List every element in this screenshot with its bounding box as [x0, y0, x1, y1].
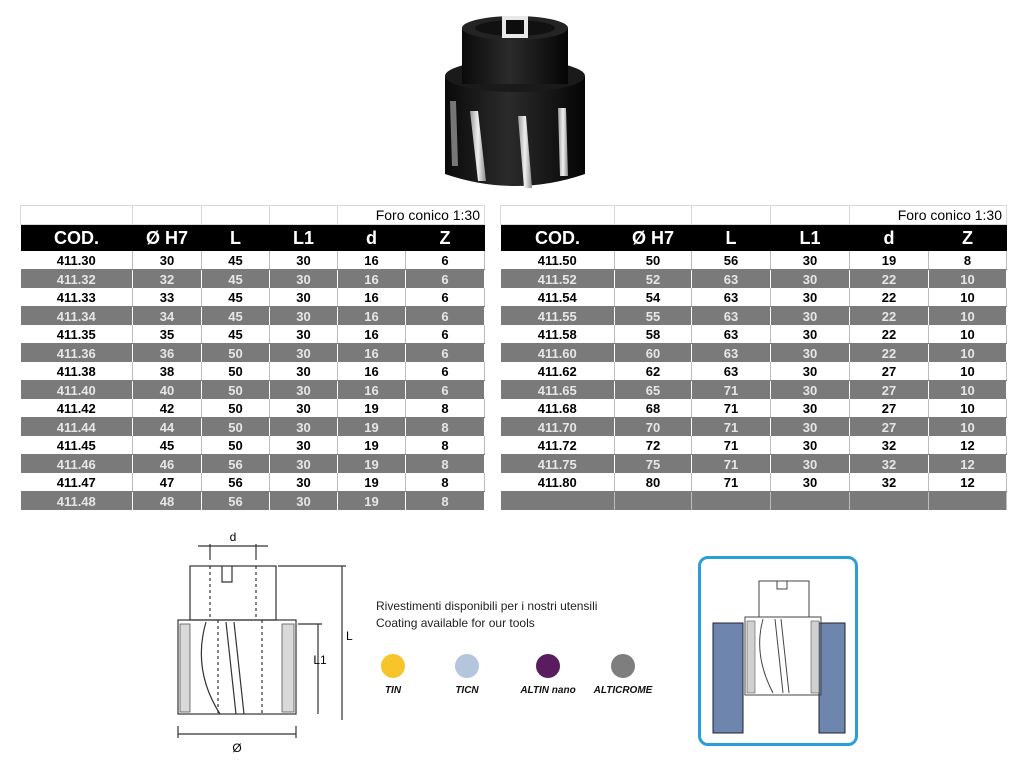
cell-diameter: 36	[133, 344, 202, 363]
cell-z: 10	[929, 362, 1007, 381]
coating-title-it: Rivestimenti disponibili per i nostri utensili	[376, 599, 598, 613]
cell-d: 32	[850, 455, 929, 474]
cell-d: 19	[338, 399, 406, 418]
coating-swatch	[611, 654, 635, 678]
cell-cod: 411.38	[21, 362, 133, 381]
cell-cod: 411.30	[21, 251, 133, 270]
cell-d: 16	[338, 307, 406, 326]
cell-l1: 30	[771, 251, 850, 270]
cell-l: 45	[202, 288, 270, 307]
cell-z: 8	[406, 492, 485, 511]
table-row	[501, 399, 1007, 418]
cell-z: 10	[929, 325, 1007, 344]
header-cod: COD.	[501, 225, 615, 252]
cell-d: 27	[850, 362, 929, 381]
cell-z: 6	[406, 325, 485, 344]
cell-cod: 411.40	[21, 381, 133, 400]
table-row	[21, 399, 485, 418]
cell-diameter: 42	[133, 399, 202, 418]
table-row	[21, 251, 485, 270]
table-row	[21, 473, 485, 492]
cell-d: 16	[338, 251, 406, 270]
cell-cod: 411.48	[21, 492, 133, 511]
cell-z: 6	[406, 381, 485, 400]
cell-z: 10	[929, 418, 1007, 437]
coating-swatch	[381, 654, 405, 678]
table-row	[21, 344, 485, 363]
cell-diameter: 60	[615, 344, 692, 363]
cell-cod: 411.62	[501, 362, 615, 381]
cell-diameter: 50	[615, 251, 692, 270]
coating-swatch	[536, 654, 560, 678]
cell-l1: 30	[270, 270, 338, 289]
product-image	[440, 6, 590, 196]
cell-z: 10	[929, 381, 1007, 400]
cell-d: 16	[338, 344, 406, 363]
cell-d: 27	[850, 381, 929, 400]
cell-l: 45	[202, 307, 270, 326]
cell-z: 10	[929, 270, 1007, 289]
cell-d: 16	[338, 288, 406, 307]
table-row	[21, 492, 485, 511]
cell-cod: 411.33	[21, 288, 133, 307]
cell-diameter: 70	[615, 418, 692, 437]
cell-z: 8	[406, 418, 485, 437]
table-row	[501, 344, 1007, 363]
table-row	[21, 270, 485, 289]
cell-cod: 411.34	[21, 307, 133, 326]
cell-l: 63	[692, 270, 771, 289]
cell-diameter: 65	[615, 381, 692, 400]
cell-diameter: 68	[615, 399, 692, 418]
cell-z: 6	[406, 288, 485, 307]
coating-label: TIN	[384, 685, 402, 696]
cell-diameter: 58	[615, 325, 692, 344]
table-row	[501, 455, 1007, 474]
cell-d: 19	[338, 455, 406, 474]
cell-d: 22	[850, 288, 929, 307]
cell-l: 63	[692, 344, 771, 363]
cell-cod: 411.47	[21, 473, 133, 492]
cell-diameter: 34	[133, 307, 202, 326]
header-d: d	[850, 225, 929, 252]
cell-d: 16	[338, 325, 406, 344]
cell-diameter: 55	[615, 307, 692, 326]
cell-z: 8	[929, 251, 1007, 270]
cell-l1: 30	[270, 344, 338, 363]
cell-l: 56	[202, 473, 270, 492]
cell-diameter: 47	[133, 473, 202, 492]
cell-d: 19	[338, 436, 406, 455]
header-diameter: Ø H7	[133, 225, 202, 252]
cell-z: 6	[406, 307, 485, 326]
cell-d: 22	[850, 270, 929, 289]
cell-cod: 411.72	[501, 436, 615, 455]
cell-l: 63	[692, 362, 771, 381]
cell-l: 45	[202, 325, 270, 344]
table-body	[501, 251, 1007, 510]
cell-diameter: 80	[615, 473, 692, 492]
table-row	[21, 436, 485, 455]
table-row	[21, 288, 485, 307]
cell-l1: 30	[771, 418, 850, 437]
table-row	[501, 362, 1007, 381]
cell-cod: 411.80	[501, 473, 615, 492]
cell-l: 71	[692, 455, 771, 474]
cell-cod: 411.54	[501, 288, 615, 307]
table-row	[21, 381, 485, 400]
technical-drawing	[170, 530, 360, 758]
cell-d: 16	[338, 381, 406, 400]
cell-d: 22	[850, 307, 929, 326]
cell-cod: 411.75	[501, 455, 615, 474]
coating-title	[376, 598, 597, 632]
header-z: Z	[406, 225, 485, 252]
cell-cod: 411.36	[21, 344, 133, 363]
cell-l: 71	[692, 418, 771, 437]
cell-l1: 30	[270, 473, 338, 492]
cell-l: 63	[692, 307, 771, 326]
cell-z: 8	[406, 399, 485, 418]
table-row	[501, 251, 1007, 270]
table-row	[501, 270, 1007, 289]
cell-l: 56	[202, 455, 270, 474]
cell-l: 50	[202, 362, 270, 381]
cell-z	[929, 492, 1007, 511]
usage-illustration	[701, 559, 855, 743]
header-l1: L1	[771, 225, 850, 252]
cell-diameter: 38	[133, 362, 202, 381]
table-row	[501, 418, 1007, 437]
cell-cod: 411.45	[21, 436, 133, 455]
cell-z: 6	[406, 362, 485, 381]
cell-l1: 30	[270, 288, 338, 307]
cell-z: 8	[406, 455, 485, 474]
cell-z: 10	[929, 399, 1007, 418]
cell-l: 50	[202, 344, 270, 363]
cell-l1: 30	[771, 344, 850, 363]
cell-l: 71	[692, 473, 771, 492]
cell-l1: 30	[771, 270, 850, 289]
cell-cod: 411.46	[21, 455, 133, 474]
cell-cod: 411.68	[501, 399, 615, 418]
label-l: L	[346, 629, 353, 643]
cell-d: 27	[850, 418, 929, 437]
cell-cod: 411.65	[501, 381, 615, 400]
cell-cod: 411.50	[501, 251, 615, 270]
header-diameter: Ø H7	[615, 225, 692, 252]
cell-d: 19	[850, 251, 929, 270]
cell-l1: 30	[771, 473, 850, 492]
header-l: L	[202, 225, 270, 252]
cell-l1: 30	[270, 307, 338, 326]
header-z: Z	[929, 225, 1007, 252]
header-cod: COD.	[21, 225, 133, 252]
cell-d: 22	[850, 325, 929, 344]
cell-diameter: 48	[133, 492, 202, 511]
cell-diameter: 75	[615, 455, 692, 474]
cell-l: 63	[692, 288, 771, 307]
cell-z: 6	[406, 344, 485, 363]
cell-l: 71	[692, 381, 771, 400]
table-row	[501, 307, 1007, 326]
cell-diameter: 45	[133, 436, 202, 455]
coating-label: ALTIN nano	[520, 685, 576, 696]
table-row	[501, 325, 1007, 344]
cell-z: 8	[406, 436, 485, 455]
cell-l1: 30	[270, 362, 338, 381]
cell-diameter: 52	[615, 270, 692, 289]
cell-cod: 411.55	[501, 307, 615, 326]
cell-l1: 30	[771, 436, 850, 455]
cell-l: 45	[202, 270, 270, 289]
cell-z: 6	[406, 251, 485, 270]
cell-l1: 30	[771, 325, 850, 344]
table-note: Foro conico 1:30	[850, 206, 1007, 225]
cell-z: 12	[929, 455, 1007, 474]
cell-l1	[771, 492, 850, 511]
cell-diameter: 62	[615, 362, 692, 381]
spec-table-left	[20, 205, 485, 510]
table-body	[21, 251, 485, 510]
cell-l: 71	[692, 399, 771, 418]
cell-diameter: 40	[133, 381, 202, 400]
cell-l1: 30	[270, 418, 338, 437]
cell-d: 19	[338, 492, 406, 511]
cell-l1: 30	[771, 381, 850, 400]
cell-l1: 30	[771, 288, 850, 307]
cell-l1: 30	[270, 399, 338, 418]
cell-cod	[501, 492, 615, 511]
cell-cod: 411.70	[501, 418, 615, 437]
header-d: d	[338, 225, 406, 252]
coating-alticrome	[578, 654, 668, 696]
cell-d: 19	[338, 473, 406, 492]
cell-l: 63	[692, 325, 771, 344]
cell-l1: 30	[771, 455, 850, 474]
cell-d: 32	[850, 473, 929, 492]
cell-l: 56	[692, 251, 771, 270]
coating-ticn	[422, 654, 512, 696]
cell-cod: 411.32	[21, 270, 133, 289]
coating-label: ALTICROME	[593, 685, 653, 696]
label-d: d	[229, 530, 237, 544]
cell-diameter: 32	[133, 270, 202, 289]
cell-l1: 30	[771, 362, 850, 381]
cell-d: 32	[850, 436, 929, 455]
cell-d: 27	[850, 399, 929, 418]
coating-title-en: Coating available for our tools	[376, 616, 535, 630]
cell-l1: 30	[270, 325, 338, 344]
label-l1: L1	[313, 653, 327, 667]
cell-d: 22	[850, 344, 929, 363]
cell-d: 19	[338, 418, 406, 437]
table-row	[21, 455, 485, 474]
table-row	[21, 325, 485, 344]
cell-l1: 30	[270, 251, 338, 270]
cell-z: 8	[406, 473, 485, 492]
table-row	[21, 307, 485, 326]
cell-l	[692, 492, 771, 511]
table-row	[501, 492, 1007, 511]
cell-d	[850, 492, 929, 511]
cell-l: 50	[202, 381, 270, 400]
cell-l1: 30	[270, 455, 338, 474]
cell-cod: 411.44	[21, 418, 133, 437]
cell-diameter: 54	[615, 288, 692, 307]
cell-cod: 411.58	[501, 325, 615, 344]
cell-z: 10	[929, 307, 1007, 326]
cell-diameter: 30	[133, 251, 202, 270]
table-row	[501, 436, 1007, 455]
cell-z: 6	[406, 270, 485, 289]
cell-diameter: 35	[133, 325, 202, 344]
cell-cod: 411.60	[501, 344, 615, 363]
table-row	[501, 473, 1007, 492]
cell-l: 50	[202, 418, 270, 437]
cell-l: 71	[692, 436, 771, 455]
cell-l: 50	[202, 399, 270, 418]
header-l: L	[692, 225, 771, 252]
cell-z: 12	[929, 436, 1007, 455]
table-row	[21, 418, 485, 437]
cell-cod: 411.52	[501, 270, 615, 289]
cell-diameter: 46	[133, 455, 202, 474]
coating-label: TICN	[455, 685, 479, 696]
cell-d: 16	[338, 362, 406, 381]
cell-z: 10	[929, 344, 1007, 363]
usage-illustration-frame	[698, 556, 858, 746]
table-row	[501, 288, 1007, 307]
cell-diameter: 33	[133, 288, 202, 307]
cell-l1: 30	[771, 307, 850, 326]
cell-z: 12	[929, 473, 1007, 492]
cell-diameter: 44	[133, 418, 202, 437]
table-row	[501, 381, 1007, 400]
header-l1: L1	[270, 225, 338, 252]
cell-l1: 30	[270, 381, 338, 400]
cell-cod: 411.42	[21, 399, 133, 418]
cell-d: 16	[338, 270, 406, 289]
cell-cod: 411.35	[21, 325, 133, 344]
cell-l: 50	[202, 436, 270, 455]
cell-l: 45	[202, 251, 270, 270]
spec-table-right	[500, 205, 1007, 510]
cell-l: 56	[202, 492, 270, 511]
cell-z: 10	[929, 288, 1007, 307]
cell-l1: 30	[270, 492, 338, 511]
cell-l1: 30	[771, 399, 850, 418]
table-note: Foro conico 1:30	[338, 206, 485, 225]
coating-swatch	[455, 654, 479, 678]
cell-diameter	[615, 492, 692, 511]
table-row	[21, 362, 485, 381]
cell-diameter: 72	[615, 436, 692, 455]
label-diameter: Ø	[232, 741, 242, 755]
cell-l1: 30	[270, 436, 338, 455]
